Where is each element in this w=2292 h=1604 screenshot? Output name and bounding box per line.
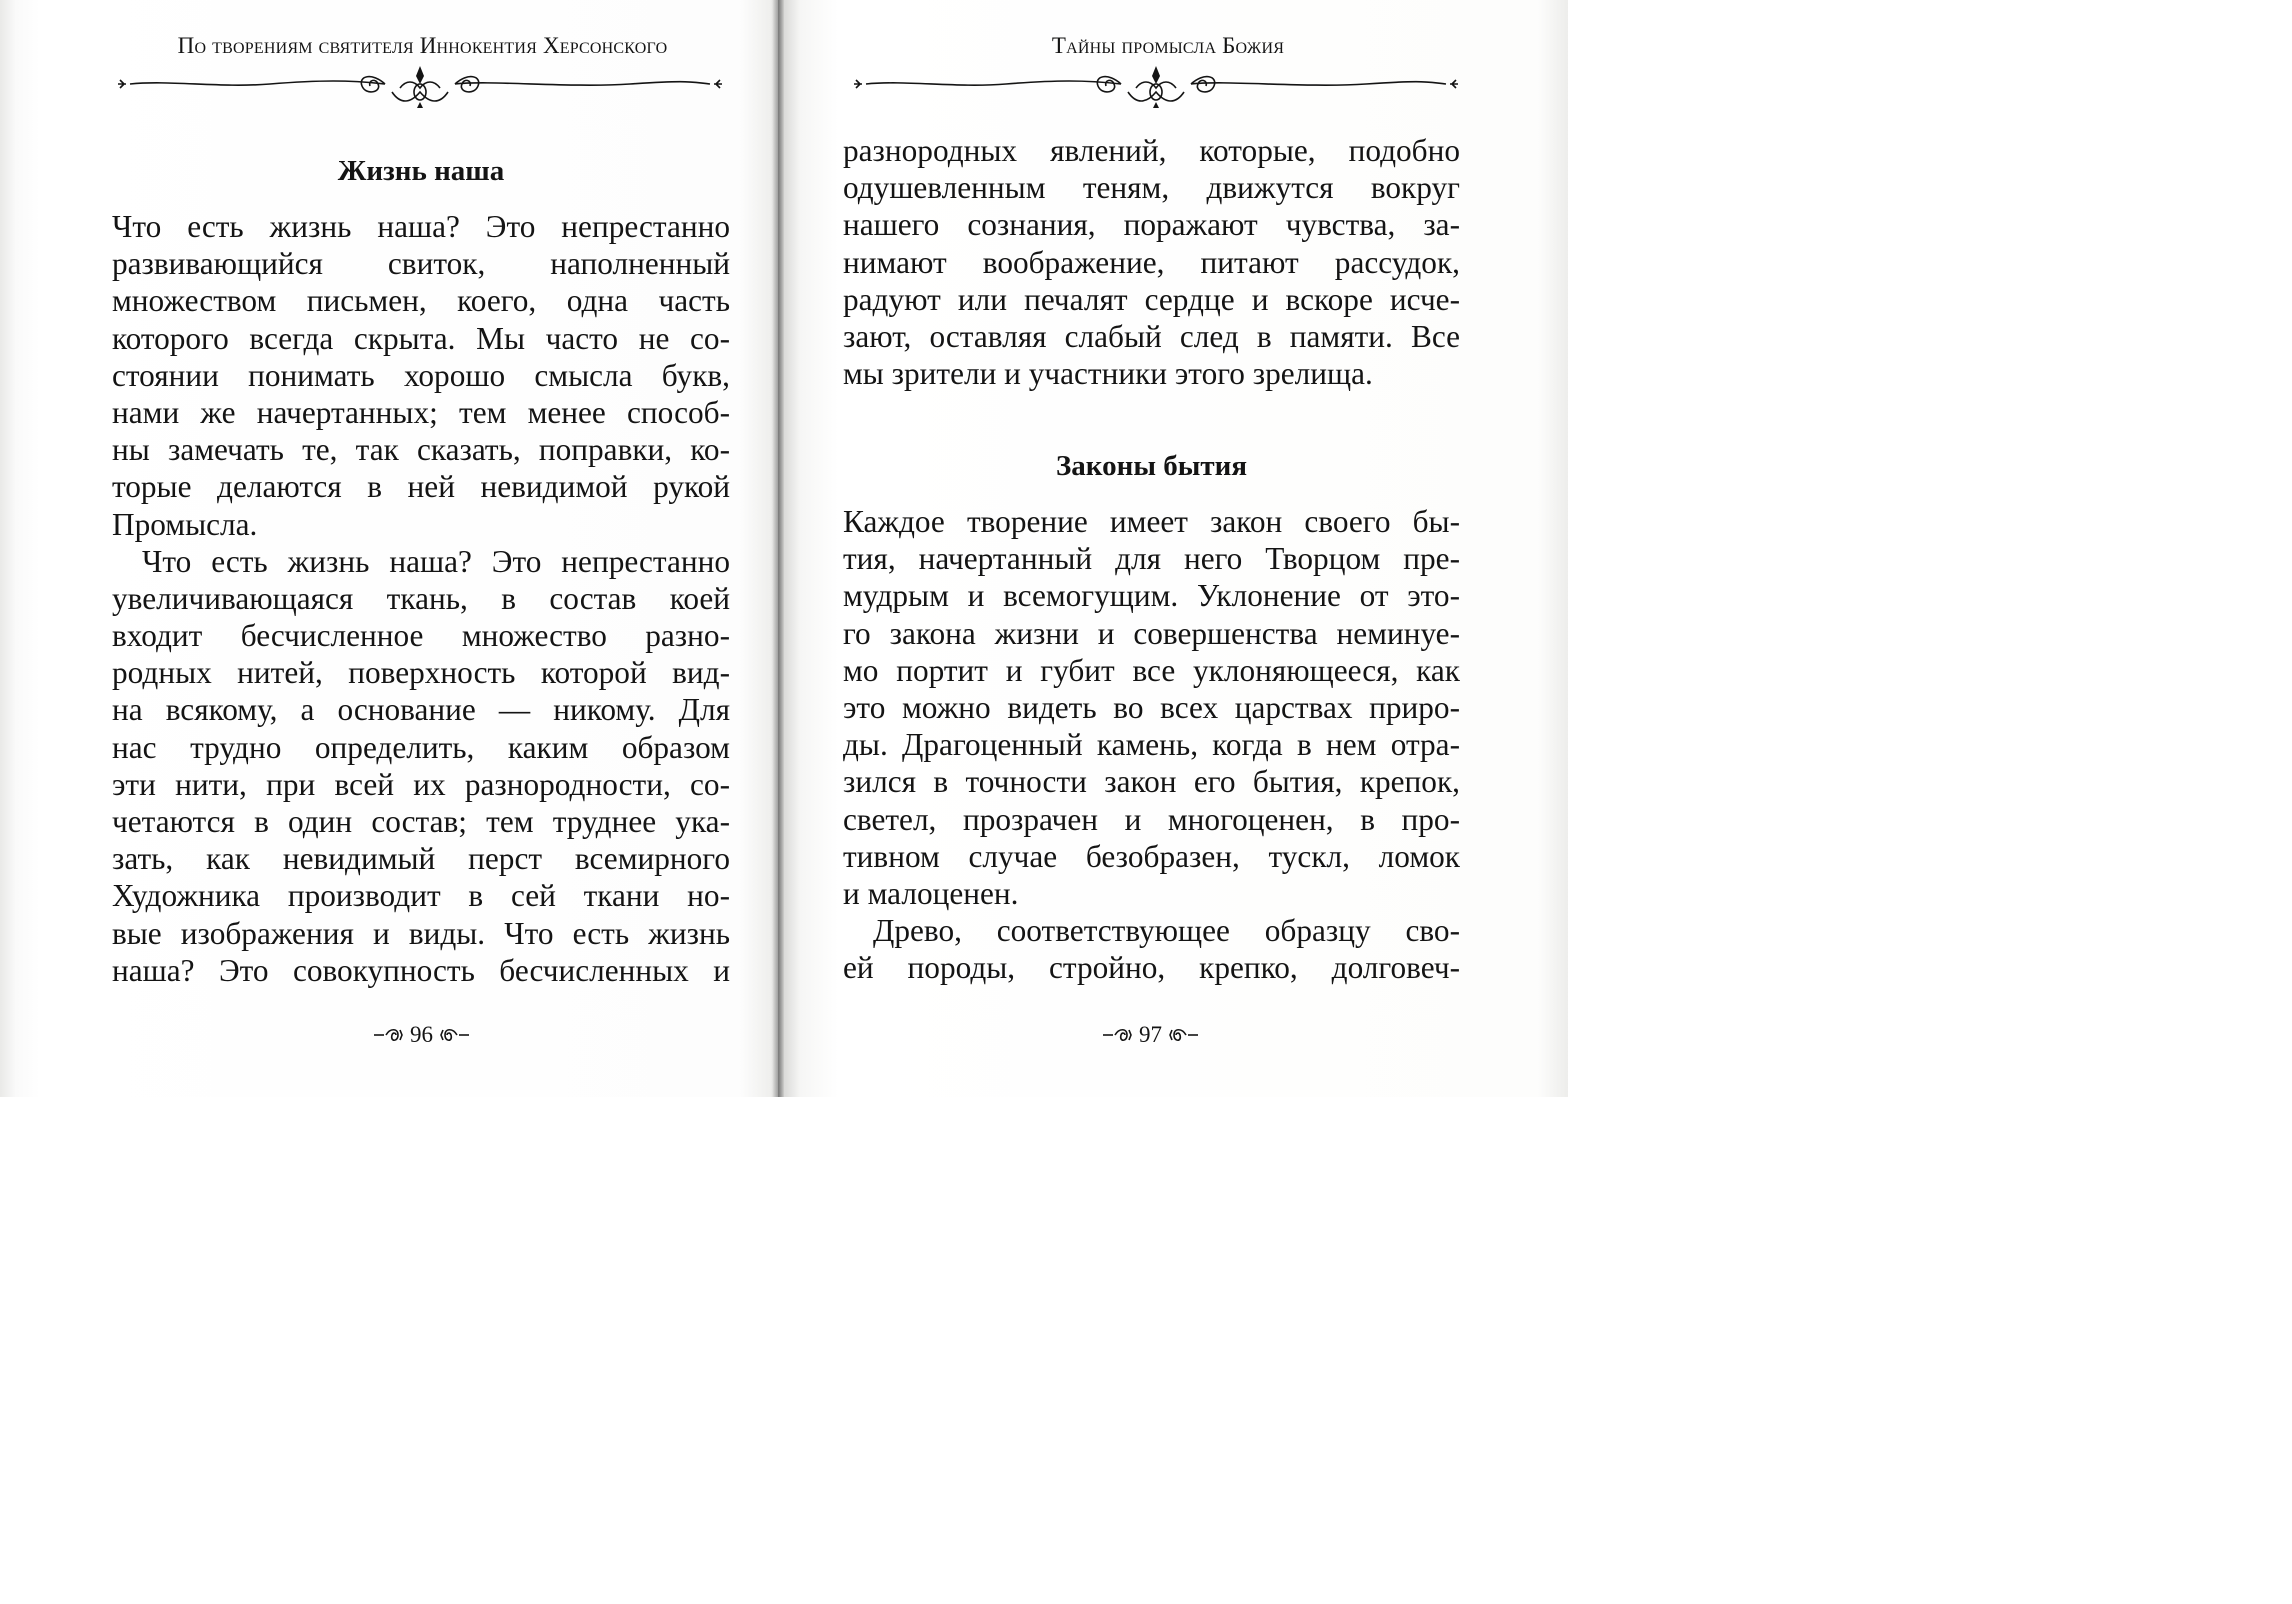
body-text — [843, 503, 1460, 986]
text-line: вые изображения и виды. Что есть жизнь — [112, 915, 730, 951]
text-line: наша? Это совокупность бесчисленных и — [112, 952, 730, 988]
book-spine-gutter — [772, 0, 784, 1097]
text-line: стоянии понимать хорошо смысла букв, — [112, 357, 730, 393]
text-line: мы зрители и участники этого зрелища. — [843, 356, 1373, 392]
text-line: разнородных явлений, которые, подобно — [843, 133, 1460, 168]
running-head: По творениям святителя Иннокентия Херсонского — [177, 33, 668, 58]
text-line: увеличивающаяся ткань, в состав коей — [112, 580, 730, 616]
text-line: ны замечать те, так сказать, поправки, ко- — [112, 432, 730, 468]
right-page — [778, 0, 1568, 1097]
text-line: одушевленным теням, движутся вокруг — [843, 170, 1460, 206]
page-number-text: 97 — [1139, 1022, 1162, 1047]
text-line: зать, как невидимый перст всемирного — [112, 841, 730, 877]
text-line: нашего сознания, поражают чувства, за- — [843, 207, 1460, 243]
text-line: Художника производит в сей ткани но- — [112, 878, 730, 914]
folio-flourish-icon — [437, 1024, 471, 1046]
folio-flourish-icon — [1166, 1024, 1200, 1046]
text-line: радуют или печалят сердце и вскоре исче- — [843, 281, 1460, 317]
text-line: Промысла. — [112, 506, 258, 542]
text-line: множеством письмен, коего, одна часть — [112, 283, 730, 319]
text-line: и малоценен. — [843, 875, 1019, 911]
text-line: эти нити, при всей их разнородности, со- — [112, 766, 730, 802]
page-number — [372, 1022, 471, 1048]
text-line: мо портит и губит все уклоняющееся, как — [843, 652, 1460, 688]
text-line-indented — [843, 912, 1460, 949]
text-line: это можно видеть во всех царствах приро- — [843, 689, 1460, 725]
text-line: нас трудно определить, каким образом — [112, 729, 730, 765]
text-line: родных нитей, поверхность которой вид- — [112, 655, 730, 691]
text-line: зился в точности закон его бытия, крепок, — [843, 764, 1460, 800]
left-page — [0, 0, 778, 1097]
page-number — [1101, 1022, 1200, 1048]
text-line: входит бесчисленное множество разно- — [112, 618, 730, 654]
text-line: ей породы, стройно, крепко, долговеч- — [843, 950, 1460, 986]
text-line: четаются в один состав; тем труднее ука- — [112, 804, 730, 839]
text-line: торые делаются в ней невидимой рукой — [112, 469, 730, 505]
scroll-ornament-icon — [846, 62, 1466, 110]
body-text — [112, 208, 730, 989]
text-line: нами же начертанных; тем менее способ- — [112, 394, 730, 430]
text-line: Каждое творение имеет закон своего бы- — [843, 504, 1460, 539]
scroll-ornament-icon — [110, 62, 730, 110]
text-line: тия, начертанный для него Творцом пре- — [843, 541, 1460, 577]
text-line: нимают воображение, питают рассудок, — [843, 244, 1460, 280]
body-text — [843, 132, 1460, 392]
text-line: зают, оставляя слабый след в памяти. Все — [843, 318, 1460, 354]
folio-flourish-icon — [1101, 1024, 1135, 1046]
section-heading: Законы бытия — [1055, 450, 1248, 482]
page-number-text: 96 — [410, 1022, 433, 1047]
text-line-indented — [112, 543, 730, 580]
text-line: Древо, соответствующее образцу сво- — [873, 913, 1460, 949]
text-line: Что есть жизнь наша? Это непрестанно — [142, 543, 730, 579]
text-line: на всякому, а основание — никому. Для — [112, 692, 730, 728]
text-line: которого всегда скрыта. Мы часто не со- — [112, 320, 730, 356]
text-line: тивном случае безобразен, тускл, ломок — [843, 838, 1460, 874]
text-line: го закона жизни и совершенства неминуе- — [843, 615, 1460, 651]
text-line: Что есть жизнь наша? Это непрестанно — [112, 209, 730, 244]
text-line: светел, прозрачен и многоценен, в про- — [843, 801, 1460, 837]
text-line: мудрым и всемогущим. Уклонение от это- — [843, 578, 1460, 614]
section-heading: Жизнь наша — [337, 155, 505, 187]
running-head: Тайны промысла Божия — [1051, 33, 1285, 58]
text-line: ды. Драгоценный камень, когда в нем отра- — [843, 727, 1460, 763]
folio-flourish-icon — [372, 1024, 406, 1046]
text-line: развивающийся свиток, наполненный — [112, 246, 730, 282]
